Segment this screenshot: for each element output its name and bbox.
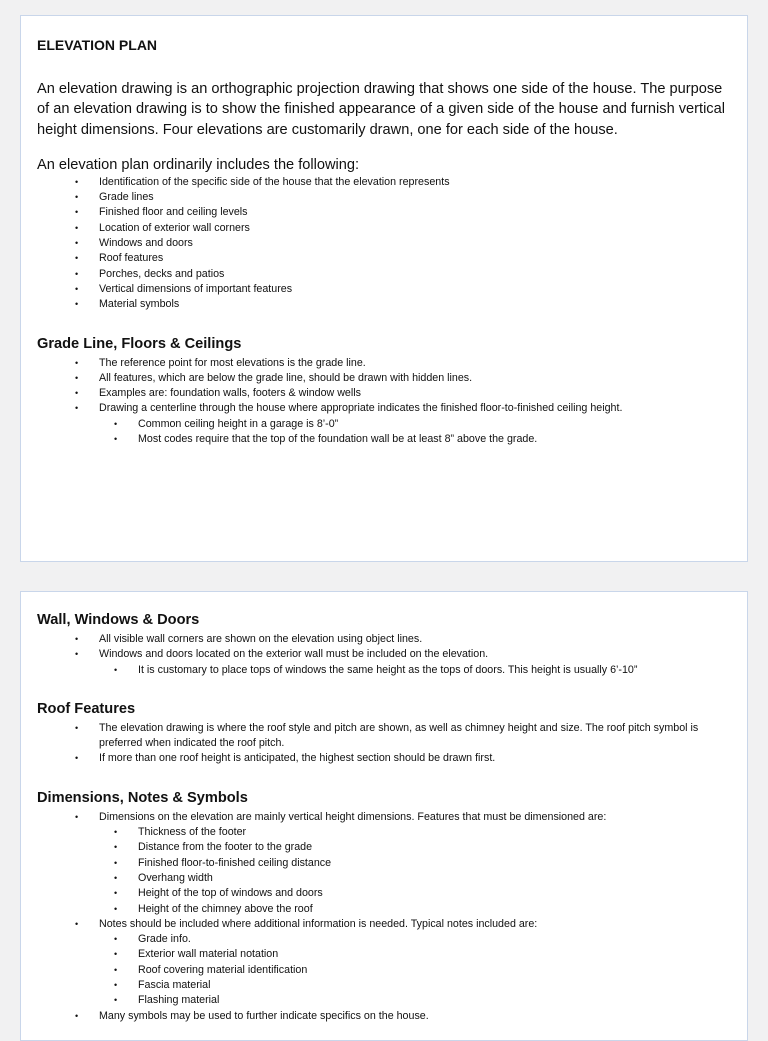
page-title: ELEVATION PLAN: [37, 37, 158, 53]
dimensions-sublist: [99, 825, 731, 917]
walls-sublist: [99, 663, 731, 678]
grade-heading: Grade Line, Floors & Ceilings: [37, 335, 242, 352]
includes-list: [37, 175, 731, 313]
grade-sublist: [99, 417, 731, 448]
list-item: • Identification of the specific side of the house that the elevation represents: [37, 175, 731, 190]
list-item: • The reference point for most elevations is the grade line.: [37, 356, 731, 371]
list-item: • Roof features: [37, 251, 731, 266]
sub-list-item: • Distance from the footer to the grade: [37, 840, 731, 855]
sub-list-item: • Height of the chimney above the roof: [37, 902, 731, 917]
dimensions-list: [37, 810, 731, 1024]
list-item: • All visible wall corners are shown on the elevation using object lines.: [37, 632, 731, 647]
list-item: • All features, which are below the grade line, should be drawn with hidden lines.: [37, 371, 731, 386]
list-item: • Examples are: foundation walls, footers & window wells: [37, 386, 731, 401]
intro-paragraph: An elevation drawing is an orthographic projection drawing that shows one side of the house. The purpose of an elevation drawing is to show the finished appearance of a given side of the house and furnish vertical height dimensions. Four elevations are customarily drawn, one for each side of the house.: [37, 81, 725, 138]
walls-heading: Wall, Windows & Doors: [37, 612, 200, 628]
walls-list: [37, 632, 731, 678]
sub-list-item: • Flashing material: [37, 993, 731, 1008]
document-page-2: [20, 591, 748, 1041]
list-item: [37, 401, 731, 447]
list-item: • Many symbols may be used to further indicate specifics on the house.: [37, 1009, 731, 1024]
list-item: • Finished floor and ceiling levels: [37, 205, 731, 220]
list-item: [37, 810, 731, 917]
list-item: • Location of exterior wall corners: [37, 221, 731, 236]
document-page-1: [20, 15, 748, 562]
sub-list-item: • Exterior wall material notation: [37, 947, 731, 962]
list-item: [37, 917, 731, 1009]
notes-sublist: [99, 932, 731, 1008]
list-item: [37, 647, 731, 678]
list-item: • If more than one roof height is anticipated, the highest section should be drawn first.: [37, 751, 731, 766]
sub-list-item: • Height of the top of windows and doors: [37, 886, 731, 901]
list-item: • The elevation drawing is where the roof style and pitch are shown, as well as chimney height and size. The roof pitch symbol is preferred when indicated the roof pitch.: [37, 721, 731, 752]
list-item: • Grade lines: [37, 190, 731, 205]
sub-list-item: • Fascia material: [37, 978, 731, 993]
list-item-text: Notes should be included where additional information is needed. Typical notes included are:: [99, 917, 538, 930]
sub-list-item: • Overhang width: [37, 871, 731, 886]
grade-list: [37, 356, 731, 448]
sub-list-item: • It is customary to place tops of windows the same height as the tops of doors. This height is usually 6’-10”: [37, 663, 731, 678]
list-item-text: Windows and doors located on the exterior wall must be included on the elevation.: [99, 648, 489, 661]
list-item: • Windows and doors: [37, 236, 731, 251]
list-item-text: Dimensions on the elevation are mainly vertical height dimensions. Features that must be dimensioned are:: [99, 810, 607, 823]
sub-list-item: • Thickness of the footer: [37, 825, 731, 840]
sub-list-item: • Common ceiling height in a garage is 8’-0”: [37, 417, 731, 432]
list-item: • Material symbols: [37, 297, 731, 312]
includes-lead: An elevation plan ordinarily includes the following:: [37, 156, 360, 173]
roof-heading: Roof Features: [37, 700, 136, 717]
sub-list-item: • Grade info.: [37, 932, 731, 947]
sub-list-item: • Roof covering material identification: [37, 963, 731, 978]
sub-list-item: • Most codes require that the top of the foundation wall be at least 8” above the grade.: [37, 432, 731, 447]
dimensions-heading: Dimensions, Notes & Symbols: [37, 789, 248, 806]
list-item: • Porches, decks and patios: [37, 267, 731, 282]
list-item-text: Drawing a centerline through the house where appropriate indicates the finished floor-to-finished ceiling height.: [99, 402, 623, 415]
list-item: • Vertical dimensions of important features: [37, 282, 731, 297]
sub-list-item: • Finished floor-to-finished ceiling distance: [37, 856, 731, 871]
roof-list: [37, 721, 731, 767]
